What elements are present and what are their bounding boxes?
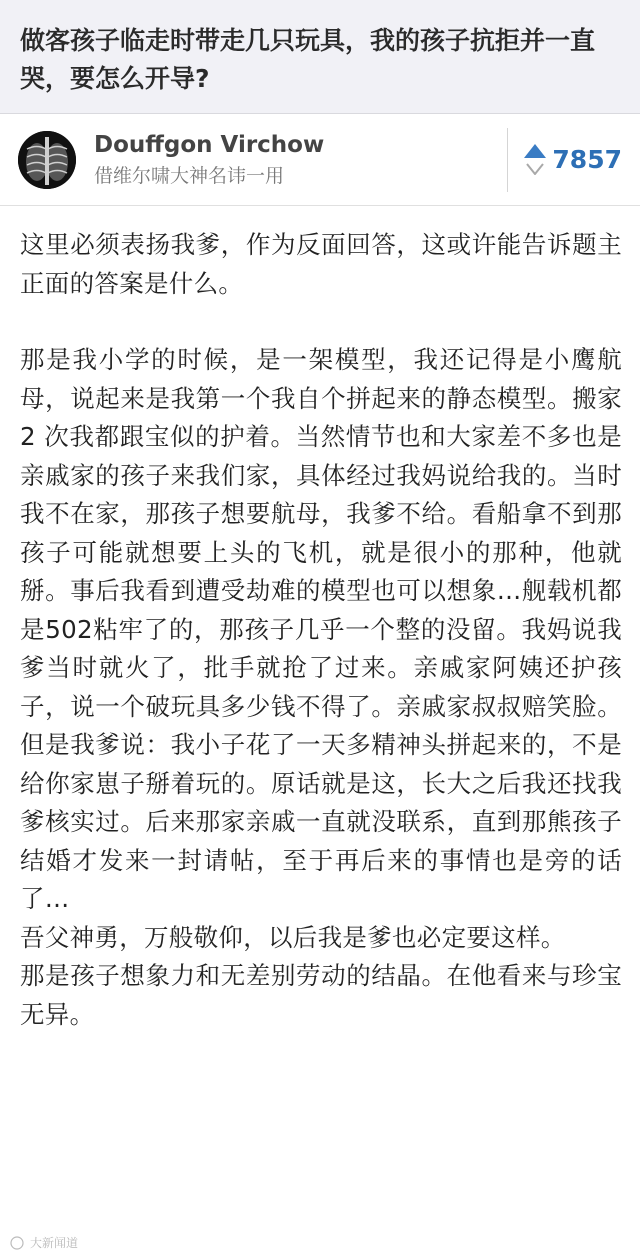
xray-chest-icon[interactable] <box>18 131 76 189</box>
author-name[interactable]: Douffgon Virchow <box>94 131 325 158</box>
paragraph-gap <box>20 303 622 341</box>
watermark <box>10 1234 78 1251</box>
answer-paragraph: 这里必须表扬我爹，作为反面回答，这或许能告诉题主正面的答案是什么。 <box>20 230 622 298</box>
question-header <box>0 0 640 114</box>
upvote-arrow-icon[interactable] <box>524 144 546 158</box>
answer-body <box>0 206 640 1034</box>
author-bar <box>0 114 640 206</box>
downvote-arrow-icon[interactable] <box>526 163 544 175</box>
answer-paragraph: 那是孩子想象力和无差别劳动的结晶。在他看来与珍宝无异。 <box>20 961 622 1029</box>
author-bio: 借维尔啸大神名讳一用 <box>94 164 285 187</box>
answer-paragraph: 吾父神勇，万般敬仰，以后我是爹也必定要这样。 <box>20 922 566 952</box>
vote-widget <box>524 144 622 175</box>
watermark-text: 大新闻道 <box>30 1236 79 1250</box>
answer-paragraph: 那是我小学的时候，是一架模型，我还记得是小鹰航母，说起来是我第一个我自个拼起来的静态模型。搬家2 次我都跟宝似的护着。当然情节也和大家差不多也是亲戚家的孩子来我们家，具体经过我妈说给我的。当时我不在家，那孩子想要航母，我爹不给。看船拿不到那孩子可能就想要上头的飞机，就是很小的那种，他就掰。事后我看到遭受劫难的模型也可以想象…舰载机都是502粘牢了的，那孩子几乎一个整的没留。我妈说我爹当时就火了，批手就抢了过来。亲戚家阿姨还护孩子，说一个破玩具多少钱不得了。亲戚家叔叔赔笑脸。但是我爹说：我小子花了一天多精神头拼起来的，不是给你家崽子掰着玩的。原话就是这，长大之后我还找我爹核实过。后来那家亲戚一直就没联系，直到那熊孩子结婚才发来一封请帖，至于再后来的事情也是旁的话了… <box>20 345 622 913</box>
vote-divider <box>507 128 508 192</box>
question-title[interactable]: 做客孩子临走时带走几只玩具，我的孩子抗拒并一直哭，要怎么开导? <box>20 26 596 93</box>
watermark-logo-icon <box>10 1236 24 1250</box>
vote-arrows <box>524 144 546 175</box>
author-info <box>94 130 507 190</box>
vote-count: 7857 <box>552 145 622 174</box>
